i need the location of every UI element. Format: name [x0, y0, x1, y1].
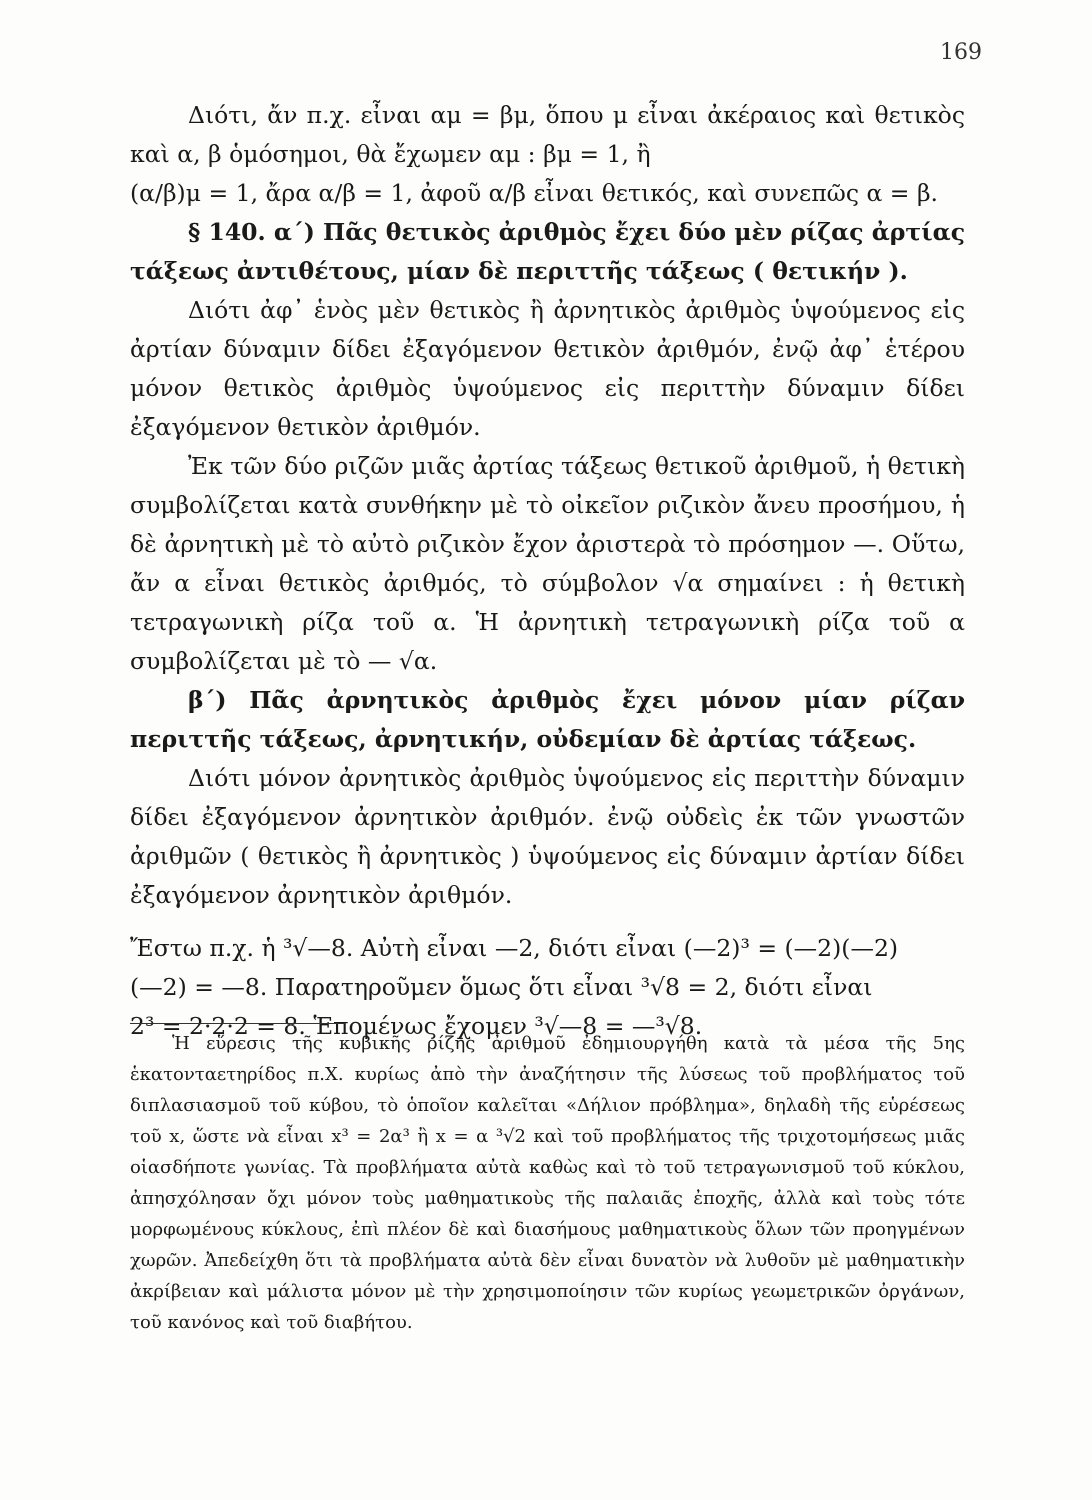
example-line-1: Ἔστω π.χ. ἡ ³√—8. Αὐτὴ εἶναι —2, διότι εἶναι (—2)³ = (—2)(—2) [130, 934, 899, 962]
paragraph-radical-notation: Ἐκ τῶν δύο ριζῶν μιᾶς ἀρτίας τάξεως θετικοῦ ἀριθμοῦ, ἡ θετικὴ συμβολίζεται κατὰ συνθήκην μὲ τὸ οἰκεῖον ριζικὸν ἄνευ προσήμου, ἡ δὲ ἀρνητικὴ μὲ τὸ αὐτὸ ριζικὸν ἔχον ἀριστερὰ τὸ πρόσημον —. Οὕτω, ἄν α εἶναι θετικὸς ἀριθμός, τὸ σύμβολον √α σημαίνει : ἡ θετικὴ τετραγωνικὴ ρίζα τοῦ α. Ἡ ἀρνητικὴ τετραγωνικὴ ρίζα τοῦ α συμβολίζεται μὲ τὸ — √α. [130, 452, 965, 675]
example-line-2: (—2) = —8. Παρατηροῦμεν ὅμως ὅτι εἶναι ³√8 = 2, διότι εἶναι [130, 973, 873, 1001]
equation-ratio-power: (α/β)μ = 1, ἄρα α/β = 1, ἀφοῦ α/β εἶναι θετικός, καὶ συνεπῶς α = β. [130, 179, 939, 207]
subsection-b-heading: β΄) Πᾶς ἀρνητικὸς ἀριθμὸς ἔχει μόνον μίαν ρίζαν περιττῆς τάξεως, ἀρνητικήν, οὐδεμίαν δὲ ἀρτίας τάξεως. [130, 686, 965, 753]
paragraph-proof-equal-bases: Διότι, ἄν π.χ. εἶναι αμ = βμ, ὅπου μ εἶναι ἀκέραιος καὶ θετικὸς καὶ α, β ὁμόσημοι, θὰ ἔχωμεν αμ : βμ = 1, ἢ [130, 101, 965, 168]
footnote [130, 1028, 965, 1338]
paragraph-even-power-reason: Διότι ἀφ᾽ ἑνὸς μὲν θετικὸς ἢ ἀρνητικὸς ἀριθμὸς ὑψούμενος εἰς ἀρτίαν δύναμιν δίδει ἐξαγόμενον θετικὸν ἀριθμόν, ἐνῷ ἀφ᾽ ἑτέρου μόνον θετικὸς ἀριθμὸς ὑψούμενος εἰς περιττὴν δύναμιν δίδει ἐξαγόμενον θετικὸν ἀριθμόν. [130, 296, 965, 441]
footnote-text: Ἡ εὕρεσις τῆς κυβικῆς ρίζης ἀριθμοῦ ἐδημιουργήθη κατὰ τὰ μέσα τῆς 5ης ἑκατονταετηρίδος π.Χ. κυρίως ἀπὸ τὴν ἀναζήτησιν τῆς λύσεως τοῦ προβλήματος τοῦ διπλασιασμοῦ τοῦ κύβου, τὸ ὁποῖον καλεῖται «Δήλιον πρόβλημα», δηλαδὴ τῆς εὑρέσεως τοῦ x, ὥστε νὰ εἶναι x³ = 2α³ ἢ x = α ³√2 καὶ τοῦ προβλήματος τῆς τριχοτομήσεως μιᾶς οἱασδήποτε γωνίας. Τὰ προβλήματα αὐτὰ καθὼς καὶ τὸ τοῦ τετραγωνισμοῦ τοῦ κύκλου, ἀπησχόλησαν ὄχι μόνον τοὺς μαθηματικοὺς τῆς παλαιᾶς ἐποχῆς, ἀλλὰ καὶ τοὺς τότε μορφωμένους κύκλους, ἐπὶ πλέον δὲ καὶ διασήμους μαθηματικοὺς ὅλων τῶν προηγμένων χωρῶν. Ἀπεδείχθη ὅτι τὰ προβλήματα αὐτὰ δὲν εἶναι δυνατὸν νὰ λυθοῦν μὲ μαθηματικὴν ἀκρίβειαν καὶ μάλιστα μόνον μὲ τὴν χρησιμοποίησιν τῶν κυρίως γεωμετρικῶν ὀργάνων, τοῦ κανόνος καὶ τοῦ διαβήτου. [130, 1033, 965, 1333]
footnote-divider [130, 1023, 345, 1024]
page-number: 169 [940, 40, 982, 65]
main-text [130, 96, 965, 1046]
section-140-heading: § 140. α΄) Πᾶς θετικὸς ἀριθμὸς ἔχει δύο μὲν ρίζας ἀρτίας τάξεως ἀντιθέτους, μίαν δὲ περιττῆς τάξεως ( θετικήν ). [130, 218, 966, 285]
spacer [130, 915, 965, 929]
paragraph-negative-number-reason: Διότι μόνον ἀρνητικὸς ἀριθμὸς ὑψούμενος εἰς περιττὴν δύναμιν δίδει ἐξαγόμενον ἀρνητικὸν ἀριθμόν. ἐνῷ οὐδεὶς ἐκ τῶν γνωστῶν ἀριθμῶν ( θετικὸς ἢ ἀρνητικὸς ) ὑψούμενος εἰς δύναμιν ἀρτίαν δίδει ἐξαγόμενον ἀρνητικὸν ἀριθμόν. [130, 764, 965, 909]
example-line-3: 2³ = 2·2·2 = 8. Ἑπομένως ἔχομεν ³√—8 = —³√8. [130, 1012, 703, 1040]
